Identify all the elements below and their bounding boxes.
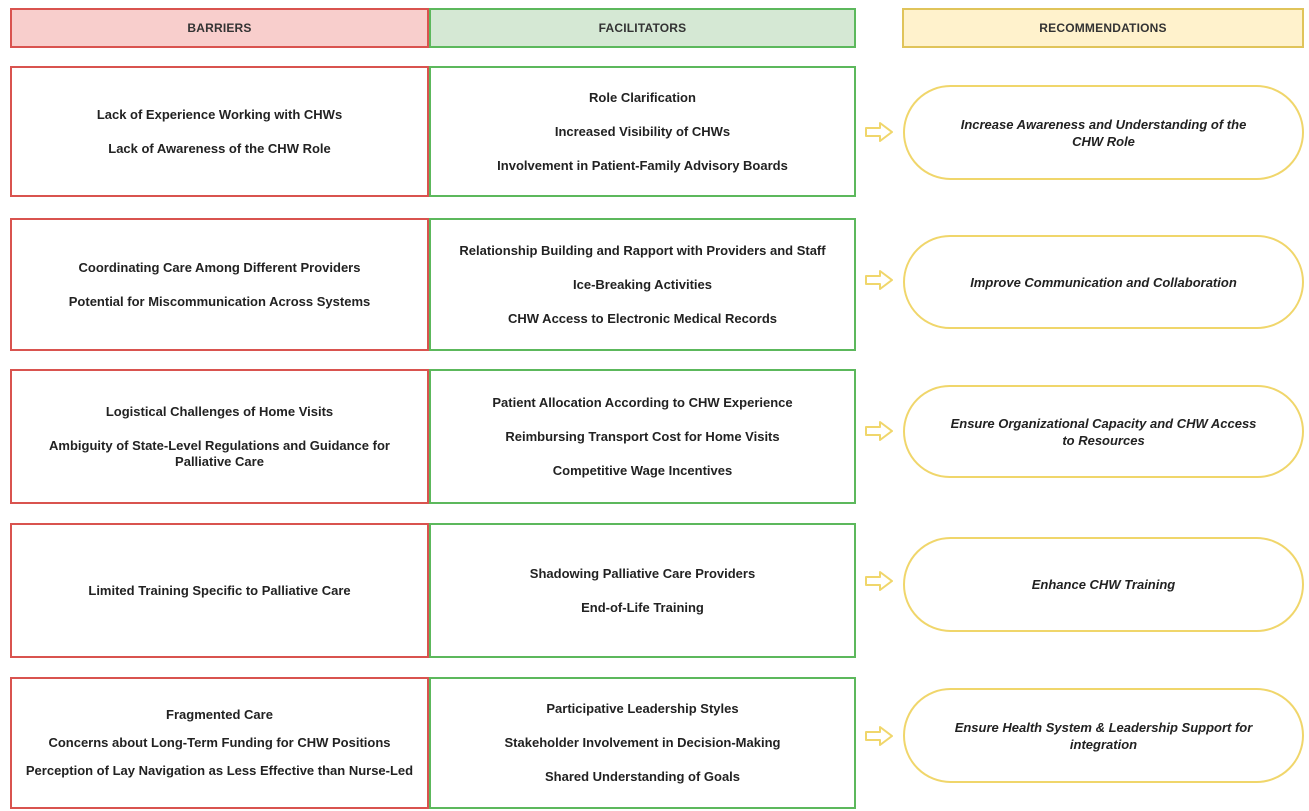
facilitator-item: Increased Visibility of CHWs bbox=[554, 123, 731, 139]
barriers-box-5 bbox=[10, 677, 429, 809]
facilitator-item: Shared Understanding of Goals bbox=[544, 769, 741, 784]
barrier-item: Potential for Miscommunication Across Systems bbox=[68, 293, 371, 309]
facilitator-item: Relationship Building and Rapport with Providers and Staff bbox=[459, 242, 826, 258]
barrier-item: Limited Training Specific to Palliative Care bbox=[88, 582, 351, 598]
facilitator-item: Patient Allocation According to CHW Experience bbox=[492, 394, 793, 410]
right-arrow-icon bbox=[864, 420, 894, 442]
right-arrow-icon bbox=[864, 570, 894, 592]
facilitators-box-2 bbox=[429, 218, 856, 351]
facilitator-item: Participative Leadership Styles bbox=[546, 701, 739, 716]
right-arrow-icon bbox=[864, 121, 894, 143]
barrier-item: Logistical Challenges of Home Visits bbox=[105, 403, 334, 419]
facilitator-item: Involvement in Patient-Family Advisory Boards bbox=[497, 157, 788, 173]
barrier-item: Lack of Awareness of the CHW Role bbox=[108, 140, 331, 156]
recommendation-2: Improve Communication and Collaboration bbox=[903, 235, 1304, 329]
facilitator-item: Shadowing Palliative Care Providers bbox=[529, 565, 756, 581]
facilitator-item: Role Clarification bbox=[589, 89, 696, 105]
facilitator-item: End-of-Life Training bbox=[581, 599, 704, 615]
right-arrow-icon bbox=[864, 725, 894, 747]
facilitator-item: Competitive Wage Incentives bbox=[552, 462, 733, 478]
barriers-header: BARRIERS bbox=[10, 8, 429, 48]
facilitator-item: Ice-Breaking Activities bbox=[573, 276, 712, 292]
facilitator-item: Reimbursing Transport Cost for Home Visits bbox=[505, 428, 780, 444]
facilitator-item: CHW Access to Electronic Medical Records bbox=[508, 310, 777, 326]
barriers-box-2 bbox=[10, 218, 429, 351]
facilitators-box-1 bbox=[429, 66, 856, 197]
barrier-item: Concerns about Long-Term Funding for CHW Positions bbox=[48, 735, 391, 750]
barrier-item: Fragmented Care bbox=[166, 707, 273, 722]
facilitators-box-4 bbox=[429, 523, 856, 658]
barrier-item: Perception of Lay Navigation as Less Effective than Nurse-Led bbox=[25, 763, 414, 778]
facilitators-header: FACILITATORS bbox=[429, 8, 856, 48]
recommendations-header: RECOMMENDATIONS bbox=[902, 8, 1304, 48]
barriers-box-1 bbox=[10, 66, 429, 197]
recommendation-5: Ensure Health System & Leadership Support for integration bbox=[903, 688, 1304, 783]
facilitators-box-5 bbox=[429, 677, 856, 809]
barriers-box-3 bbox=[10, 369, 429, 504]
barrier-item: Lack of Experience Working with CHWs bbox=[96, 106, 343, 122]
barrier-item: Coordinating Care Among Different Providers bbox=[78, 259, 361, 275]
right-arrow-icon bbox=[864, 269, 894, 291]
recommendation-1: Increase Awareness and Understanding of the CHW Role bbox=[903, 85, 1304, 180]
recommendation-4: Enhance CHW Training bbox=[903, 537, 1304, 632]
facilitators-box-3 bbox=[429, 369, 856, 504]
recommendation-3: Ensure Organizational Capacity and CHW Access to Resources bbox=[903, 385, 1304, 478]
facilitator-item: Stakeholder Involvement in Decision-Making bbox=[504, 735, 781, 750]
barriers-box-4 bbox=[10, 523, 429, 658]
barrier-item: Ambiguity of State-Level Regulations and Guidance for Palliative Care bbox=[49, 437, 390, 469]
